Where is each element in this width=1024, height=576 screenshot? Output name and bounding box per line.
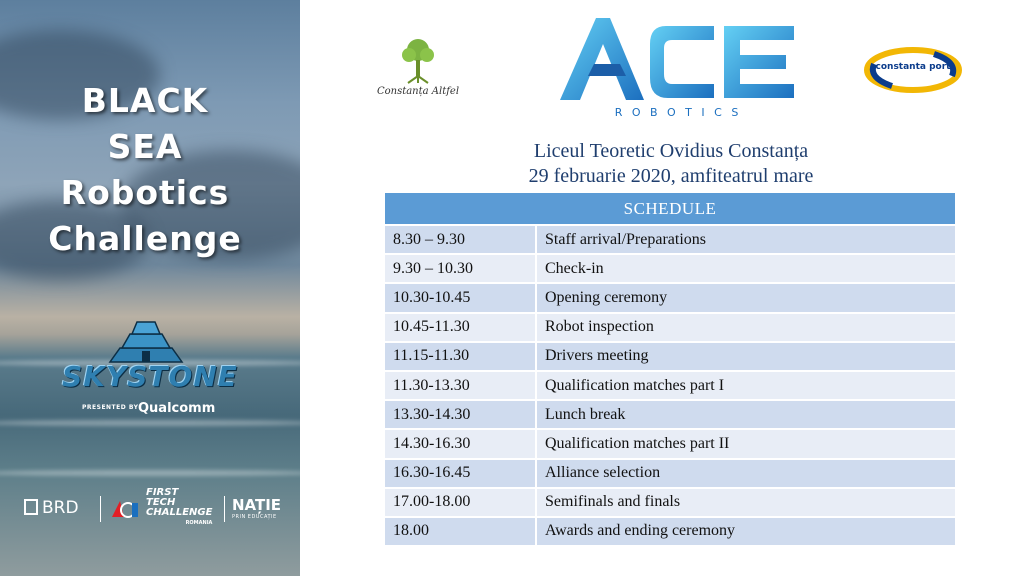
- event-venue: Liceul Teoretic Ovidius Constanța: [533, 140, 809, 162]
- poster-title-line: Robotics: [60, 173, 230, 212]
- natie-logo-sub: PRIN EDUCAȚIE: [232, 514, 277, 520]
- table-row: [385, 255, 955, 284]
- poster-title-line: BLACK: [81, 81, 209, 120]
- time-cell: 16.30-16.45: [385, 460, 537, 489]
- event-date: 29 februarie 2020, amfiteatrul mare: [528, 165, 814, 187]
- time-cell: 10.30-10.45: [385, 284, 537, 313]
- event-poster: [0, 0, 300, 576]
- ftc-line: FIRST: [146, 487, 179, 498]
- qualcomm-logo-text: Qualcomm: [138, 401, 216, 416]
- activity-cell: Opening ceremony: [537, 284, 955, 313]
- table-row: [385, 460, 955, 489]
- time-cell: 10.45-11.30: [385, 314, 537, 343]
- constanta-altfel-text: Constanța Altfel: [376, 86, 460, 97]
- ftc-logo-icon: [110, 497, 140, 521]
- table-row: [385, 401, 955, 430]
- time-cell: 8.30 – 9.30: [385, 226, 537, 255]
- wave-shape: [0, 470, 300, 476]
- ftc-logo-text: [146, 488, 212, 528]
- table-row: [385, 489, 955, 518]
- wave-shape: [0, 420, 300, 426]
- activity-cell: Awards and ending ceremony: [537, 518, 955, 547]
- poster-title-line: Challenge: [48, 219, 242, 258]
- schedule-table: [385, 193, 955, 547]
- brd-logo-text: BRD: [42, 498, 79, 518]
- ace-robotics-logo: [554, 14, 802, 122]
- time-cell: 13.30-14.30: [385, 401, 537, 430]
- ftc-country: ROMANIA: [185, 520, 213, 526]
- time-cell: 14.30-16.30: [385, 430, 537, 459]
- activity-cell: Robot inspection: [537, 314, 955, 343]
- activity-cell: Semifinals and finals: [537, 489, 955, 518]
- activity-cell: Qualification matches part I: [537, 372, 955, 401]
- activity-cell: Qualification matches part II: [537, 430, 955, 459]
- time-cell: 11.30-13.30: [385, 372, 537, 401]
- poster-title-line: SEA: [107, 127, 183, 166]
- ace-robotics-sub: R O B O T I C S: [614, 106, 742, 119]
- table-row: [385, 314, 955, 343]
- constanta-port-text: constanta port: [875, 62, 951, 72]
- schedule-header: SCHEDULE: [385, 193, 955, 226]
- schedule-header-row: [385, 193, 955, 226]
- activity-cell: Lunch break: [537, 401, 955, 430]
- activity-cell: Alliance selection: [537, 460, 955, 489]
- presented-by-label: PRESENTED BY: [82, 404, 139, 411]
- tree-icon: [398, 36, 438, 84]
- table-row: [385, 226, 955, 255]
- activity-cell: Drivers meeting: [537, 343, 955, 372]
- brd-logo: [24, 498, 79, 518]
- poster-title: [0, 78, 290, 262]
- table-row: [385, 343, 955, 372]
- brd-box-icon: [24, 499, 38, 515]
- table-row: [385, 372, 955, 401]
- table-row: [385, 284, 955, 313]
- natie-logo: [232, 496, 281, 520]
- sponsor-strip: [22, 488, 292, 532]
- time-cell: 9.30 – 10.30: [385, 255, 537, 284]
- table-row: [385, 430, 955, 459]
- table-row: [385, 518, 955, 547]
- time-cell: 18.00: [385, 518, 537, 547]
- constanta-altfel-logo: [366, 36, 470, 106]
- ftc-line: CHALLENGE: [146, 507, 213, 518]
- activity-cell: Check-in: [537, 255, 955, 284]
- natie-logo-text: NAȚIE: [232, 496, 282, 514]
- skystone-tower-icon: [100, 318, 192, 364]
- constanta-port-logo: [864, 46, 962, 94]
- ftc-line: TECH: [146, 497, 176, 508]
- time-cell: 17.00-18.00: [385, 489, 537, 518]
- sponsor-divider: [224, 496, 225, 522]
- time-cell: 11.15-11.30: [385, 343, 537, 372]
- sponsor-divider: [100, 496, 101, 522]
- skystone-logo-text: SKYSTONE: [62, 360, 238, 393]
- activity-cell: Staff arrival/Preparations: [537, 226, 955, 255]
